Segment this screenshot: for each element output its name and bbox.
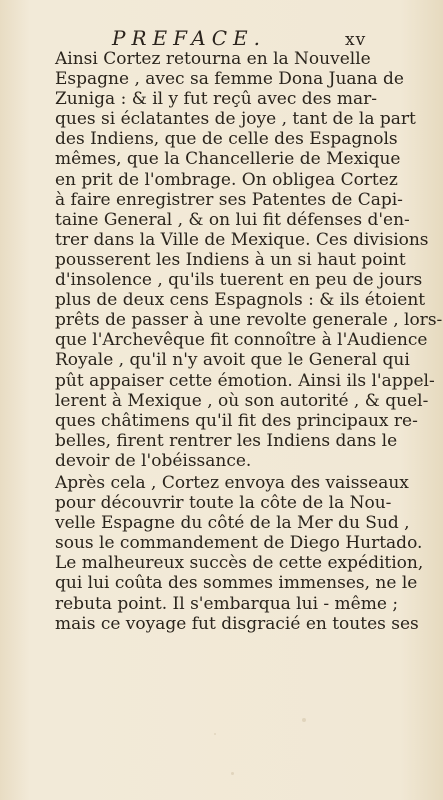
text-line: que l'Archevêque fit connoître à l'Audience <box>55 330 428 351</box>
text-line: Espagne , avec sa femme Dona Juana de <box>55 69 404 90</box>
paper-spot <box>214 733 216 735</box>
text-line: en prit de l'ombrage. On obligea Cortez <box>55 169 398 190</box>
paper-spot <box>302 718 306 722</box>
text-line: sous le commandement de Diego Hurtado. <box>55 533 423 554</box>
text-line: qui lui coûta des sommes immenses, ne le <box>55 573 418 594</box>
text-line: ques châtimens qu'il fit des principaux re- <box>55 410 418 431</box>
page-number: xv <box>345 30 367 50</box>
text-line: à faire enregistrer ses Patentes de Capi- <box>55 189 403 210</box>
text-line: devoir de l'obéissance. <box>55 450 252 471</box>
text-line: mais ce voyage fut disgracié en toutes ses <box>55 613 419 634</box>
running-head <box>0 26 443 50</box>
text-line: velle Espagne du côté de la Mer du Sud , <box>55 513 410 534</box>
text-line: lerent à Mexique , où son autorité , & quel- <box>55 390 429 411</box>
text-line: Après cela , Cortez envoya des vaisseaux <box>55 472 409 493</box>
text-line: ques si éclatantes de joye , tant de la part <box>55 109 416 130</box>
running-title: PREFACE. <box>112 26 266 50</box>
text-line: trer dans la Ville de Mexique. Ces divisions <box>55 229 429 250</box>
text-line: pour découvrir toute la côte de la Nou- <box>55 493 392 514</box>
text-line: plus de deux cens Espagnols : & ils étoient <box>55 290 426 311</box>
text-line: des Indiens, que de celle des Espagnols <box>55 129 398 150</box>
text-line: mêmes, que la Chancellerie de Mexique <box>55 149 401 170</box>
text-line: d'insolence , qu'ils tuerent en peu de jours <box>55 270 423 291</box>
paragraph-2 <box>55 472 424 634</box>
paper-spot <box>231 772 234 775</box>
text-line: belles, firent rentrer les Indiens dans le <box>55 430 398 451</box>
text-line: Le malheureux succès de cette expédition, <box>55 553 424 574</box>
text-line: prêts de passer à une revolte generale , lors- <box>55 310 443 331</box>
text-line: taine General , & on lui fit défenses d'en- <box>55 209 410 230</box>
text-line: Zuniga : & il y fut reçû avec des mar- <box>55 89 377 110</box>
paragraph-1 <box>55 49 443 471</box>
text-line: pousserent les Indiens à un si haut point <box>55 249 406 270</box>
text-line: rebuta point. Il s'embarqua lui - même ; <box>55 593 399 614</box>
text-line: pût appaiser cette émotion. Ainsi ils l'appel- <box>55 370 435 391</box>
text-line: Royale , qu'il n'y avoit que le General qui <box>55 350 410 371</box>
text-line: Ainsi Cortez retourna en la Nouvelle <box>55 49 371 69</box>
body-text <box>55 49 443 634</box>
